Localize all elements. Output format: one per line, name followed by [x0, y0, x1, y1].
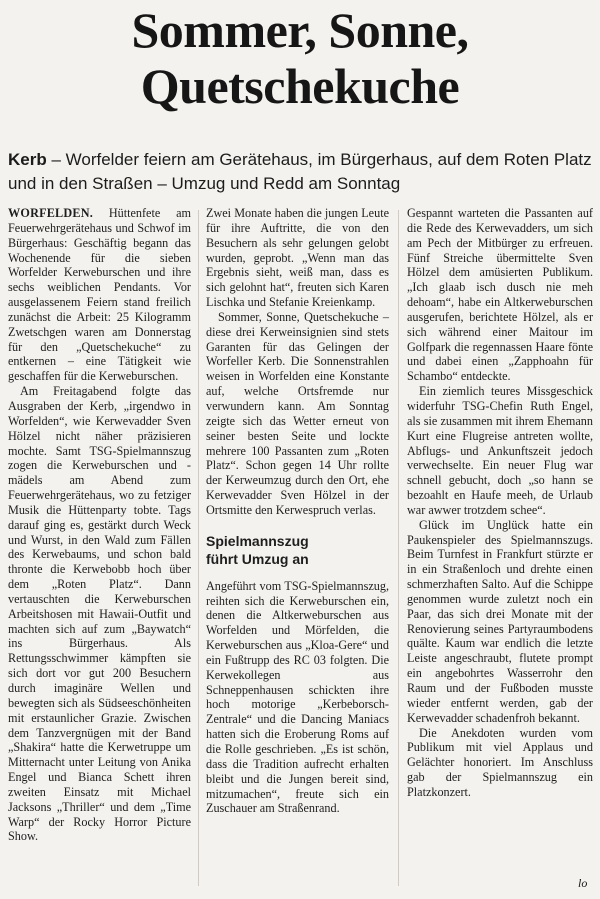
author-initials: lo	[578, 876, 588, 890]
paragraph: Zwei Monate haben die jungen Leute für ihre Auftritte, die von den Besuchern als sehr gelungen gelobt wurden, geprobt. „Wenn man das Ergebnis sieht, weiß man, dass es sich gelohnt hat“, freuten sich Karen Lischka und Stefanie Kreienkamp.	[206, 206, 389, 310]
headline	[0, 2, 600, 114]
paragraph: Die Anekdoten wurden vom Publikum mit viel Applaus und Gelächter honoriert. Im Anschluss gab der Spielmannszug ein Platzkonzert.	[407, 725, 593, 799]
section-subheading	[206, 532, 389, 568]
deck-keyword: Kerb	[8, 150, 47, 169]
paragraph: Ein ziemlich teures Missgeschick widerfuhr TSG-Chefin Ruth Engel, als sie zusammen mit ihrem Ehemann Kurt eine Flugreise antreten wollte, Abflugs- und Ankunftszeit jedoch verwechselte. Ein neuer Flug war schnell gebucht, doch „so hann se bezoahlt en Haufe meeh, de Urlaub war awwer trotzdem schee“.	[407, 384, 593, 517]
article-column-3	[407, 206, 593, 800]
subheading-line-1: Spielmannszug	[206, 532, 309, 549]
paragraph-text: Hüttenfete am Feuerwehrgerätehaus und Schwof im Bürgerhaus: Geschäftig begann das Wochenende für die sieben Worfelder Kerweburschen und ihre sechs weiblichen Pendants. Vor ausgelassenem Feiern stand freilich zunächst die Arbeit: 25 Kilogramm Zwetschgen waren am Donnerstag für den „Quetschekuche“ zu entkernen – eine Tätigkeit wie geschaffen für die Kerweburschen.	[8, 206, 191, 384]
deck-text: – Worfelder feiern am Gerätehaus, im Bürgerhaus, auf dem Roten Platz und in den Straßen – Umzug und Redd am Sonntag	[8, 150, 592, 193]
paragraph	[8, 206, 191, 384]
headline-line-2: Quetschekuche	[140, 58, 460, 114]
column-divider	[398, 210, 399, 886]
paragraph: Angeführt vom TSG-Spielmannszug, reihten sich die Kerweburschen ein, denen die Altkerweburschen aus Worfelden und Mörfelden, die Kerweburschen aus „Kloa-Gere“ und ein Fußtrupp des RC 03 folgten. Die Kerwekollegen aus Schneppenhausen schickten ihre hoch motorige „Kerbeborsch-Zentrale“ und die Dancing Maniacs hatten sich die Eroberung Roms auf die Rolle geschrieben. „Es ist schön, dass die Tradition aufrecht erhalten bleibt und die Jungen bereit sind, mitzumachen“, freute sich ein Zuschauer am Straßenrand.	[206, 578, 389, 816]
paragraph: Gespannt warteten die Passanten auf die Rede des Kerwevadders, um sich am Pech der Mitbürger zu erfreuen. Fünf Streiche übermittelte Sven Hölzel dem amüsierten Publikum. „Ich glaab isch dusch nie meh dehoam“, habe ein Altkerweburschen ausgerufen, berichtete Hölzel, als er sich während einer Maitour im Golfpark die regennassen Haare fönte und dabei einen „Zapphoahn für Schambo“ entdeckte.	[407, 206, 593, 384]
headline-line-1: Sommer, Sonne,	[131, 2, 469, 58]
subheading-line-2: führt Umzug an	[206, 550, 309, 567]
article-column-1	[8, 206, 191, 844]
column-divider	[198, 210, 199, 886]
paragraph: Am Freitagabend folgte das Ausgraben der Kerb, „irgendwo in Worfelden“, wie Kerwevadder Sven Hölzel nicht näher präzisieren mochte. Samt TSG-Spielmannszug zogen die Kerweburschen und -mädels am Abend zum Feuerwehrgerätehaus, wo zu fetziger Musik die Hüttenparty tobte. Tags darauf ging es, gestärkt durch Weck und Wurst, in den Wald zum Fällen des Kerwebaums, und schon bald thronte die Kerwebobb hoch über dem „Roten Platz“. Dann vertauschten die Kerweburschen Arbeitshosen mit Hawaii-Outfit und machten sich auf zum „Baywatch“ ins Bürgerhaus. Als Rettungsschwimmer kämpften sie sich dort vor gut 200 Besuchern durch imaginäre Wellen und bewegten sich als Südseeschönheiten mit erstaunlicher Grazie. Zwischen dem Tanzvergnügen mit der Band „Shakira“ hatte die Kerwetruppe um Mitternacht unter Leitung von Anika Engel und Bianca Schett ihren zweiten Einsatz mit Michael Jacksons „Thriller“ und dem „Time Warp“ der Rocky Horror Picture Show.	[8, 384, 191, 844]
paragraph: Glück im Unglück hatte ein Paukenspieler des Spielmannszugs. Beim Turnfest in Frankfurt stürzte er in ein Straßenloch und drehte einen schmerzhaften Salto. Auf die Schippe genommen wurde zuletzt noch ein Paar, das sich drei Monate mit der Renovierung seines Partyraumbodens quälte. Kaum war endlich die letzte Leiste angeschraubt, flutete prompt ein angebohrtes Wasserrohr den Raum und der Fußboden musste wieder entfernt werden, gab der Kerwevadder schadenfroh bekannt.	[407, 517, 593, 725]
paragraph: Sommer, Sonne, Quetschekuche – diese drei Kerweinsignien sind stets Garanten für das Gelingen der Worfeller Kerb. Die Sonnenstrahlen weisen in Worfelden eine Konstante auf, welche Ortsfremde nur verwundern kann. Am Sonntag zeigte sich das Wetter erneut von seiner besten Seite und lockte mehrere 100 Passanten zum „Roten Platz“. Schon gegen 14 Uhr rollte der Kerweumzug durch den Ort, ehe Kerwevadder Sven Hölzel in der Ortsmitte den Kerwespruch verlas.	[206, 309, 389, 517]
article-column-2	[206, 206, 389, 816]
subheadline-deck	[8, 148, 593, 196]
dateline: WORFELDEN.	[8, 206, 93, 220]
